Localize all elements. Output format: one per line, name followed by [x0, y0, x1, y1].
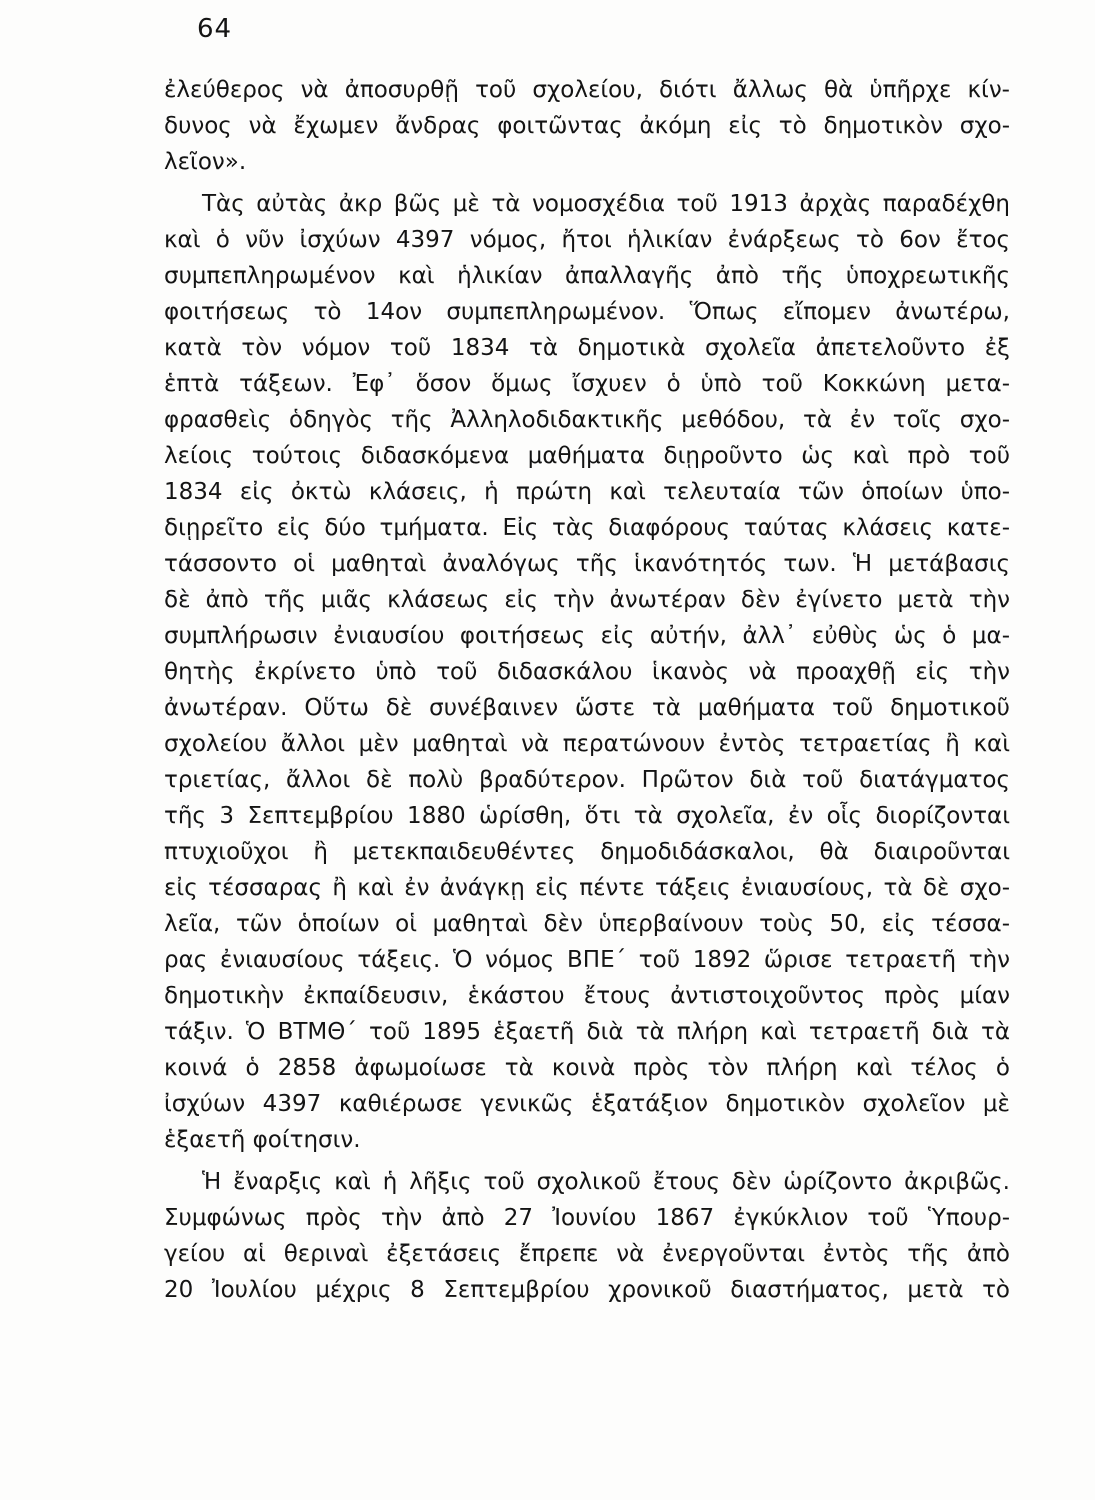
text-line: ἐλεύθερος νὰ ἀποσυρθῇ τοῦ σχολείου, διότι ἄλλως θὰ ὑπῆρχε κίν-	[164, 77, 1010, 103]
text-line: φρασθεὶς ὁδηγὸς τῆς Ἀλληλοδιδακτικῆς μεθόδου, τὰ ἐν τοῖς σχο-	[164, 407, 1010, 433]
text-line: λεῖον».	[164, 149, 247, 175]
text-line: λείοις τούτοις διδασκόμενα μαθήματα διῃροῦντο ὡς καὶ πρὸ τοῦ	[164, 443, 1010, 469]
text-line: τῆς 3 Σεπτεμβρίου 1880 ὡρίσθη, ὅτι τὰ σχολεῖα, ἐν οἷς διορίζονται	[164, 803, 1010, 829]
text-line: ἑξαετῆ φοίτησιν.	[164, 1127, 361, 1153]
text-line: γείου αἱ θεριναὶ ἐξετάσεις ἔπρεπε νὰ ἐνεργοῦνται ἐντὸς τῆς ἀπὸ	[164, 1241, 1010, 1267]
text-line: φοιτήσεως τὸ 14ον συμπεπληρωμένον. Ὅπως εἴπομεν ἀνωτέρω,	[164, 299, 1010, 325]
text-line: ἰσχύων 4397 καθιέρωσε γενικῶς ἑξατάξιον δημοτικὸν σχολεῖον μὲ	[164, 1091, 1010, 1117]
text-line: ἀνωτέραν. Οὕτω δὲ συνέβαινεν ὥστε τὰ μαθήματα τοῦ δημοτικοῦ	[164, 695, 1010, 721]
text-line: εἰς τέσσαρας ἢ καὶ ἐν ἀνάγκῃ εἰς πέντε τάξεις ἐνιαυσίους, τὰ δὲ σχο-	[164, 875, 1010, 901]
text-line: κοινά ὁ 2858 ἀφωμοίωσε τὰ κοινὰ πρὸς τὸν πλήρη καὶ τέλος ὁ	[164, 1055, 1010, 1081]
text-line: τάσσοντο οἱ μαθηταὶ ἀναλόγως τῆς ἱκανότητός των. Ἡ μετάβασις	[164, 551, 1010, 577]
text-line: διῃρεῖτο εἰς δύο τμήματα. Εἰς τὰς διαφόρους ταύτας κλάσεις κατε-	[164, 515, 1010, 541]
text-line: Ἡ ἔναρξις καὶ ἡ λῆξις τοῦ σχολικοῦ ἔτους δὲν ὡρίζοντο ἀκριβῶς.	[202, 1169, 1010, 1195]
text-line: κατὰ τὸν νόμον τοῦ 1834 τὰ δημοτικὰ σχολεῖα ἀπετελοῦντο ἐξ	[164, 335, 1010, 361]
text-line: λεῖα, τῶν ὁποίων οἱ μαθηταὶ δὲν ὑπερβαίνουν τοὺς 50, εἰς τέσσα-	[164, 911, 1010, 937]
text-line: θητὴς ἐκρίνετο ὑπὸ τοῦ διδασκάλου ἱκανὸς νὰ προαχθῇ εἰς τὴν	[164, 659, 1010, 685]
text-line: συμπλήρωσιν ἐνιαυσίου φοιτήσεως εἰς αὐτήν, ἀλλ᾽ εὐθὺς ὡς ὁ μα-	[164, 623, 1010, 649]
text-line: Συμφώνως πρὸς τὴν ἀπὸ 27 Ἰουνίου 1867 ἐγκύκλιον τοῦ Ὑπουρ-	[164, 1205, 1010, 1231]
text-line: καὶ ὁ νῦν ἰσχύων 4397 νόμος, ἤτοι ἡλικίαν ἐνάρξεως τὸ 6ον ἔτος	[164, 227, 1010, 253]
text-line: ρας ἐνιαυσίους τάξεις. Ὁ νόμος ΒΠΕ΄ τοῦ 1892 ὥρισε τετραετῆ τὴν	[164, 947, 1010, 973]
page-number: 64	[197, 14, 233, 44]
text-line: 1834 εἰς ὀκτὼ κλάσεις, ἡ πρώτη καὶ τελευταία τῶν ὁποίων ὑπο-	[164, 479, 1010, 505]
text-line: Τὰς αὐτὰς ἀκρ βῶς μὲ τὰ νομοσχέδια τοῦ 1913 ἀρχὰς παραδέχθη	[202, 191, 1010, 217]
text-line: πτυχιοῦχοι ἢ μετεκπαιδευθέντες δημοδιδάσκαλοι, θὰ διαιροῦνται	[164, 839, 1010, 865]
text-line: συμπεπληρωμένον καὶ ἡλικίαν ἀπαλλαγῆς ἀπὸ τῆς ὑποχρεωτικῆς	[164, 263, 1010, 289]
text-line: δὲ ἀπὸ τῆς μιᾶς κλάσεως εἰς τὴν ἀνωτέραν δὲν ἐγίνετο μετὰ τὴν	[164, 587, 1010, 613]
text-line: τριετίας, ἄλλοι δὲ πολὺ βραδύτερον. Πρῶτον διὰ τοῦ διατάγματος	[164, 767, 1010, 793]
text-line: σχολείου ἄλλοι μὲν μαθηταὶ νὰ περατώνουν ἐντὸς τετραετίας ἢ καὶ	[164, 731, 1010, 757]
text-line: τάξιν. Ὁ ΒΤΜΘ΄ τοῦ 1895 ἑξαετῆ διὰ τὰ πλήρη καὶ τετραετῆ διὰ τὰ	[164, 1019, 1010, 1045]
text-line: ἑπτὰ τάξεων. Ἐφ᾽ ὅσον ὅμως ἴσχυεν ὁ ὑπὸ τοῦ Κοκκώνη μετα-	[164, 371, 1010, 397]
text-line: δημοτικὴν ἐκπαίδευσιν, ἑκάστου ἔτους ἀντιστοιχοῦντος πρὸς μίαν	[164, 983, 1010, 1009]
text-line: 20 Ἰουλίου μέχρις 8 Σεπτεμβρίου χρονικοῦ διαστήματος, μετὰ τὸ	[164, 1277, 1010, 1303]
text-line: δυνος νὰ ἔχωμεν ἄνδρας φοιτῶντας ἀκόμη εἰς τὸ δημοτικὸν σχο-	[164, 113, 1010, 139]
